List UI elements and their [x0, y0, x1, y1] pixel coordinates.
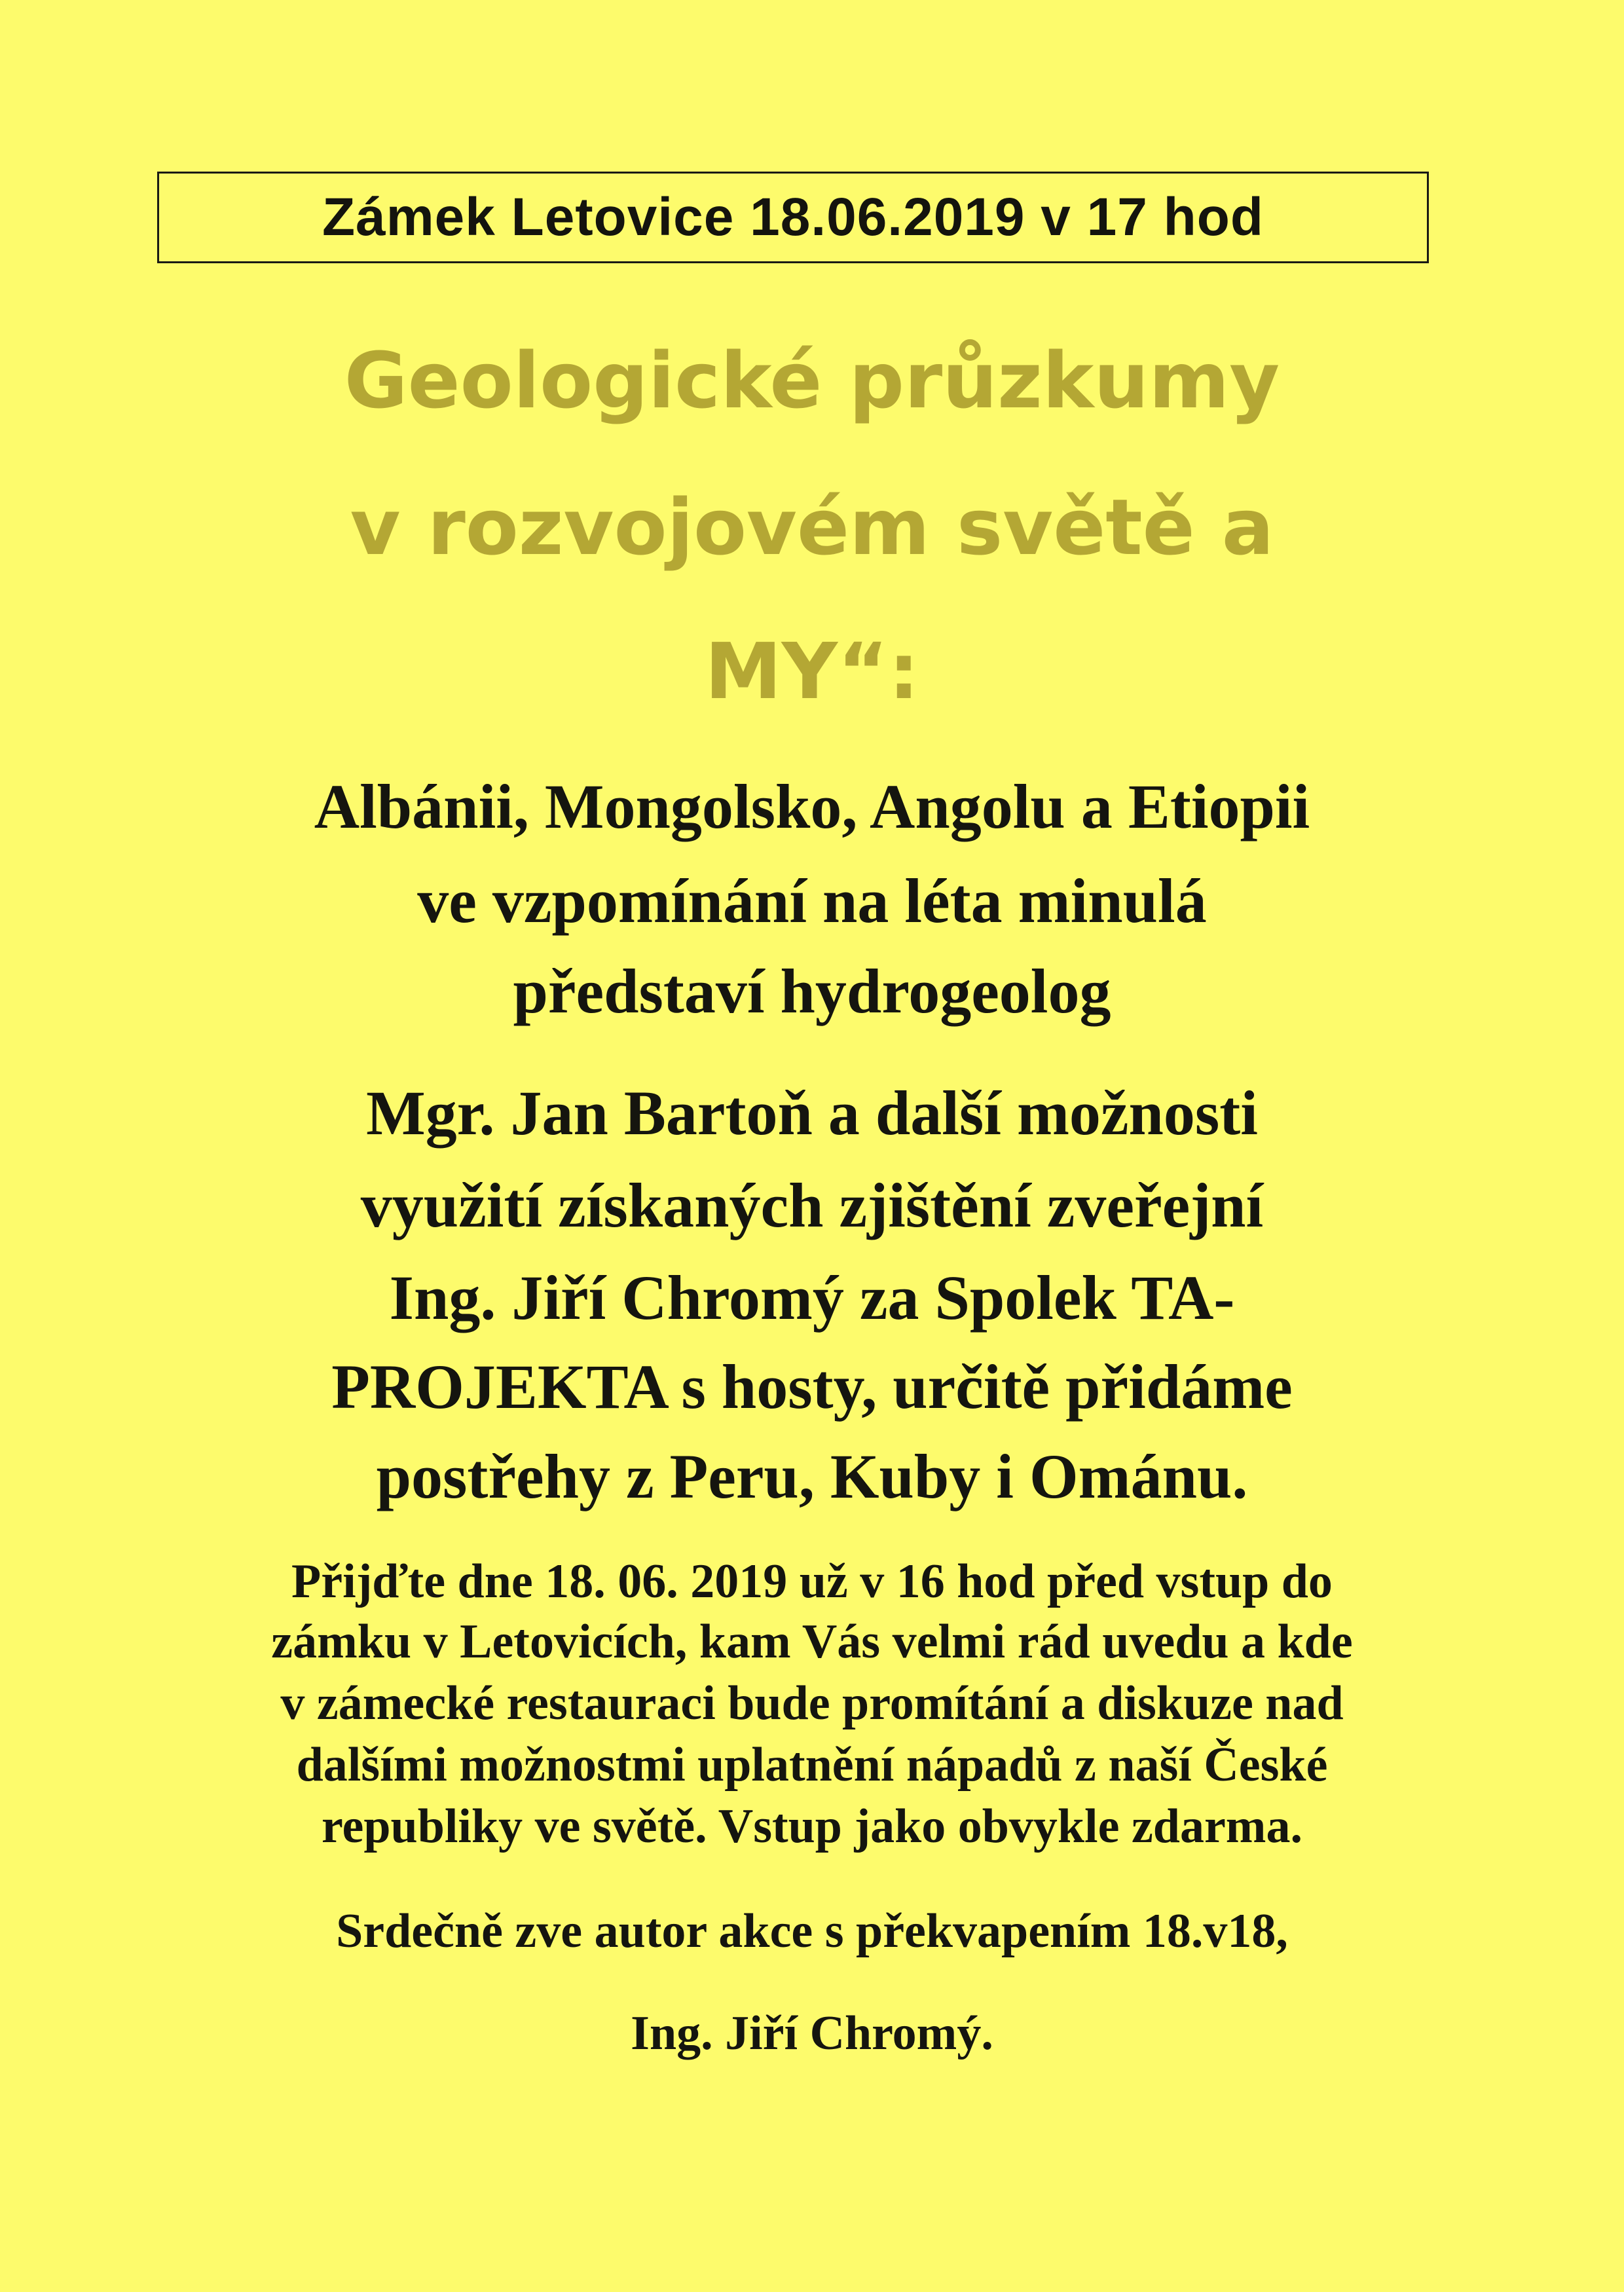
event-header-box: [157, 172, 1429, 263]
intro-line-3: představí hydrogeolog: [513, 956, 1111, 1026]
invitation-line-2: zámku v Letovicích, kam Vás velmi rád uvedu a kde: [271, 1615, 1353, 1669]
intro-line-2: ve vzpomínání na léta minulá: [417, 866, 1207, 936]
closing-greeting: Srdečně zve autor akce s překvapením 18.v18,: [336, 1904, 1288, 1958]
invitation-line-5: republiky ve světě. Vstup jako obvykle zdarma.: [322, 1800, 1302, 1853]
presenters-line-4: PROJEKTA s hosty, určitě přidáme: [331, 1352, 1293, 1422]
title-line-1: Geologické průzkumy: [344, 335, 1280, 426]
invitation-line-4: dalšími možnostmi uplatnění nápadů z naší České: [296, 1738, 1328, 1792]
invitation-line-1: Přijďte dne 18. 06. 2019 už v 16 hod před vstup do: [291, 1555, 1333, 1608]
invitation-line-3: v zámecké restauraci bude promítání a diskuze nad: [280, 1676, 1344, 1730]
presenters-line-2: využití získaných zjištění zveřejní: [360, 1170, 1264, 1240]
intro-line-1: Albánii, Mongolsko, Angolu a Etiopii: [314, 771, 1310, 841]
presenters-line-1: Mgr. Jan Bartoň a další možnosti: [366, 1078, 1258, 1148]
presenters-line-5: postřehy z Peru, Kuby i Ománu.: [376, 1441, 1248, 1511]
title-line-2: v rozvojovém světě a: [350, 482, 1274, 572]
presenters-line-3: Ing. Jiří Chromý za Spolek TA-: [389, 1263, 1235, 1333]
closing-signature: Ing. Jiří Chromý.: [631, 2006, 993, 2060]
event-header: Zámek Letovice 18.06.2019 v 17 hod: [322, 187, 1264, 247]
title-line-3: MY“:: [705, 626, 919, 716]
